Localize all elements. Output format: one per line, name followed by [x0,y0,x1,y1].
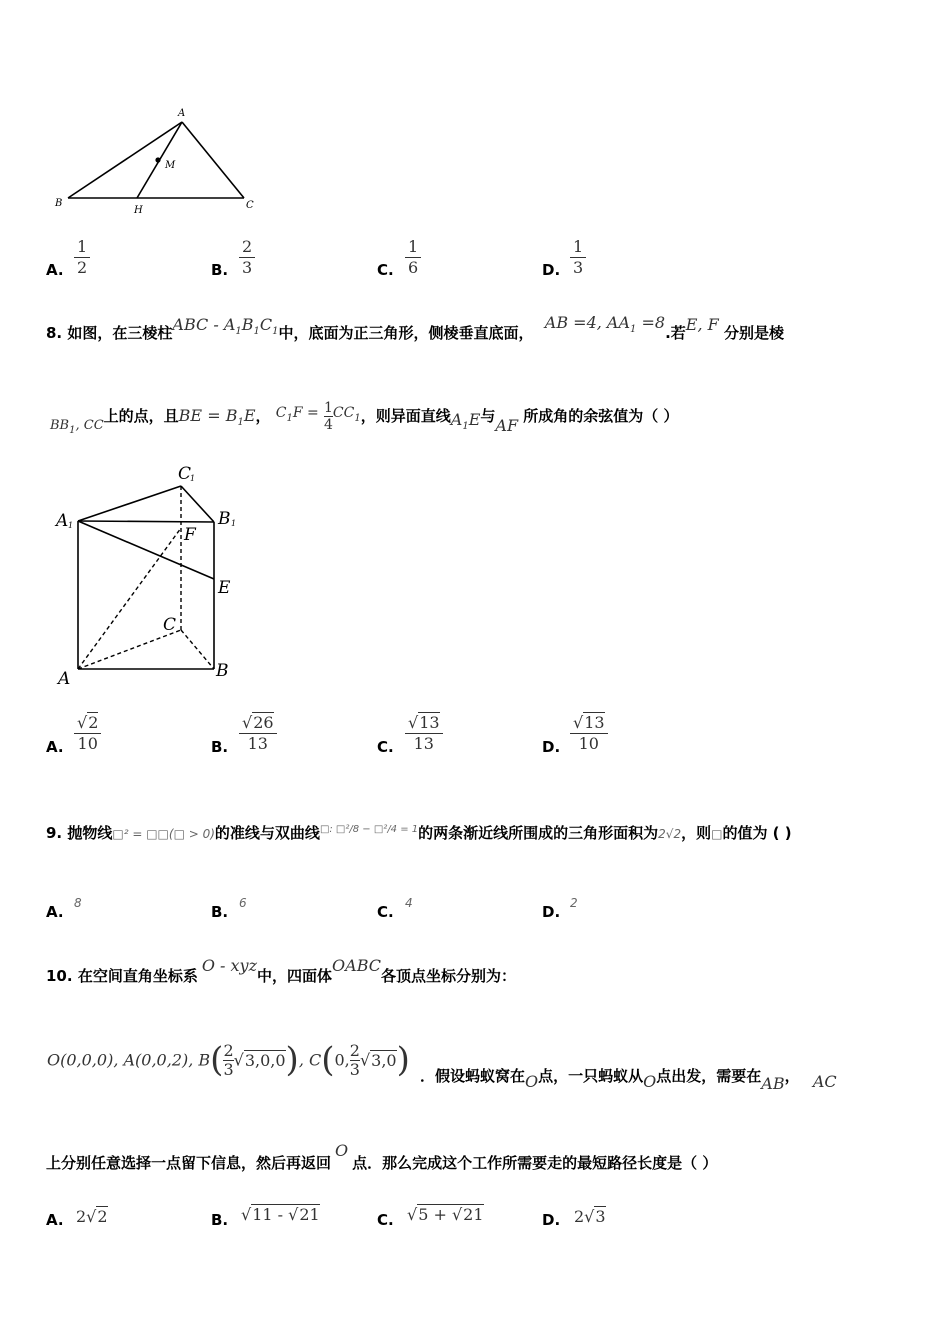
q8-number: 8. [46,324,63,342]
edge-a1b1 [78,521,214,522]
q10-line-2-tail: ．假设蚂蚁窝在O点，一只蚂蚁从O点出发，需要在AB， AC [420,1067,837,1093]
svg-text:1: 1 [68,521,74,530]
q9-variable: □ [711,827,723,841]
q9-hyperbola-eq: □: □²/8 − □²/4 = 1 [319,824,419,835]
q8-line-af: AF [495,416,519,435]
q8-option-b-value: √26 13 [239,713,277,754]
q9-option-a-value: 8 [74,896,82,910]
q8-prism: ABC - $A_1B_1C_1$ [172,315,279,337]
edge-c1b1 [181,486,214,522]
q8-option-b-label[interactable]: B. [211,738,229,756]
q8-c1f-eq: $C_1F$ = [275,405,319,424]
q10-segment-ab: AB [761,1074,785,1093]
q10-option-d-label[interactable]: D. [542,1211,561,1229]
q8-option-a-label[interactable]: A. [46,738,64,756]
q8-line-a1e: $A_1E$ [450,410,481,432]
q10-point-o-1: O [525,1072,539,1091]
q9-option-b-label[interactable]: B. [211,903,229,921]
q10-tetrahedron: OABC [332,956,381,975]
q10-point-o-3: O [335,1141,349,1160]
q9-option-d-label[interactable]: D. [542,903,561,921]
q8-line-2: $BB_1$, CC上的点，且BE = $B_1E$， $C_1F$ = $\frac{1}{4}$ $CC_1$，则异面直线$A_1E$与AF 所成角的余弦值为（ ） [50,400,679,436]
q9-number: 9. [46,824,63,842]
label-m: M [165,160,176,171]
q8-option-c-value: √13 13 [405,713,443,754]
q9-area: 2√2 [658,827,682,841]
q10-option-a-value: 2√2 [76,1207,108,1226]
q8-points-ef: E, F [685,315,719,334]
q10-option-a-label[interactable]: A. [46,1211,64,1229]
q10-coord-system: O - xyz [201,956,258,975]
edge-a1c1 [78,486,181,521]
label-a: A [178,108,186,119]
q9-option-c-value: 4 [405,896,413,910]
q8-conditions: AB =4, $AA_1 =8$ [544,313,666,335]
q8-option-d-label[interactable]: D. [542,738,561,756]
edge-ac [78,630,181,669]
q9-option-d-value: 2 [570,896,578,910]
label-a: A [58,669,71,689]
point-m [155,157,160,162]
segment-af [78,528,181,669]
q10-option-b-label[interactable]: B. [211,1211,229,1229]
label-c: C [246,200,254,211]
q8-cc1: $CC_1$ [332,405,361,424]
label-e: E [218,578,231,598]
svg-text:1: 1 [231,519,237,528]
q10-line-3: 上分别任意选择一点留下信息，然后再返回O点．那么完成这个工作所需要走的最短路径长度是（ ） [46,1141,718,1172]
q8-fraction: $\frac{1}{4}$ [324,400,333,433]
q7-option-c-value: 1 6 [405,237,421,278]
triangle-figure [50,100,270,225]
q7-option-b-value: 2 3 [239,237,255,278]
q7-option-d-label[interactable]: D. [542,261,561,279]
q10-option-d-value: 2√3 [574,1207,606,1226]
svg-text:A: A [56,511,69,531]
q9-parabola-eq: □² = □□(□ > 0) [112,827,215,841]
svg-text:1: 1 [190,474,196,483]
q10-segment-ac: AC [812,1072,837,1091]
q10-point-o-2: O [643,1072,657,1091]
q7-option-c-label[interactable]: C. [377,261,394,279]
q8-option-d-value: √13 10 [570,713,608,754]
q10-option-c-value: √5 + √21 [407,1205,484,1224]
q10-line-1: 10. 在空间直角坐标系O - xyz中，四面体OABC各顶点坐标分别为： [46,956,517,985]
svg-text:B: B [218,509,231,529]
label-f: F [184,525,196,545]
q10-option-c-label[interactable]: C. [377,1211,394,1229]
q9-option-a-label[interactable]: A. [46,903,64,921]
q9-line: 9. 抛物线□² = □□(□ > 0)的准线与双曲线$^{□: □^2/8 - □^2/4 = 1}$的两条渐近线所围成的三角形面积为2√2，则□的值为 ( ) [46,824,792,842]
q8-edges: $BB_1$, CC [50,418,104,436]
q7-option-a-label[interactable]: A. [46,261,64,279]
q9-option-c-label[interactable]: C. [377,903,394,921]
label-h: H [134,205,143,216]
label-c1 [178,464,195,484]
q7-option-a-value: 1 2 [74,237,90,278]
label-a1 [54,511,73,531]
q8-option-a-value: √2 10 [74,713,101,754]
q7-option-b-label[interactable]: B. [211,261,229,279]
q10-option-b-value: √11 - √21 [241,1205,320,1224]
edge-cb [181,630,214,669]
q8-option-c-label[interactable]: C. [377,738,394,756]
label-b: B [216,661,229,681]
q7-option-d-value: 1 3 [570,237,586,278]
label-b1 [217,509,236,529]
q10-number: 10. [46,967,73,985]
q8-be-eq: BE = $B_1E$ [178,406,256,428]
label-c: C [163,615,177,635]
q9-option-b-value: 6 [239,896,247,910]
edge-ac [182,122,244,198]
prism-figure [50,458,250,698]
label-b: B [55,198,63,209]
q10-coordinates: O(0,0,0), A(0,0,2), B( $\frac{2}{3}$ √3,0,0), C(0, $\frac{2}{3}$ √3,0) [47,1040,410,1080]
q8-line-1: 8. 如图，在三棱柱ABC - $A_1B_1C_1$中，底面为正三角形，侧棱垂直底面， AB =4, $AA_1 =8$.若E, F 分别是棱 [46,313,784,342]
svg-text:C: C [178,464,192,484]
